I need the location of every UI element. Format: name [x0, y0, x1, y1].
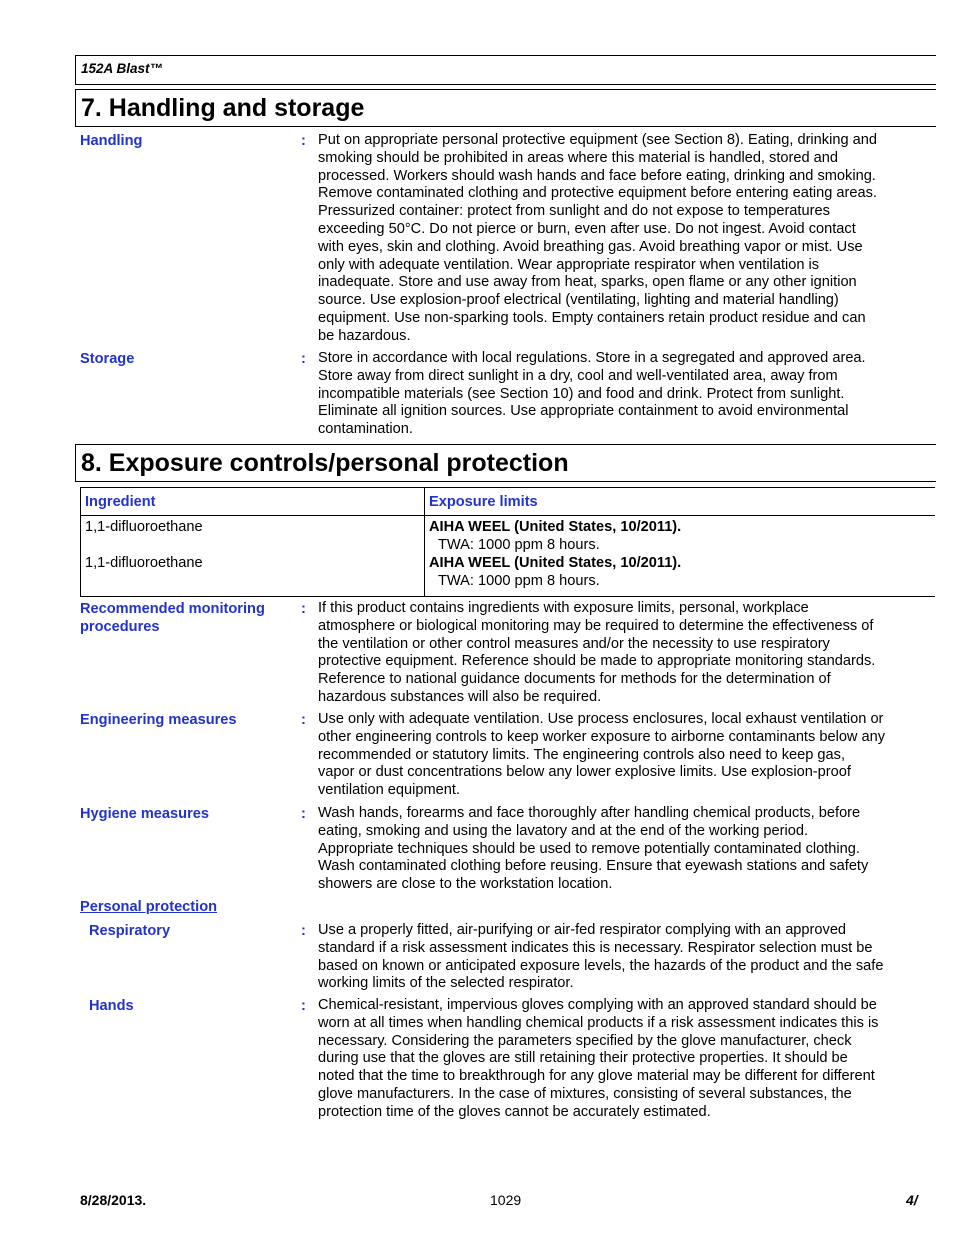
- handling-label: Handling: [80, 133, 143, 149]
- monitoring-label-line: Recommended monitoring: [80, 601, 265, 617]
- product-header: [75, 55, 936, 85]
- text-line: Store away from direct sunlight in a dry, cool and well-ventilated area, away from: [318, 367, 838, 384]
- exposure-agency: AIHA WEEL (United States, 10/2011).: [429, 555, 682, 571]
- text-line: atmosphere or biological monitoring may be required to determine the effectiveness of: [318, 617, 874, 634]
- hands-label: Hands: [89, 998, 134, 1014]
- footer-doc-number: 1029: [490, 1192, 522, 1208]
- ingredient-cell: 1,1-difluoroethane: [81, 516, 425, 555]
- text-line: Wash contaminated clothing before reusing. Ensure that eyewash stations and safety: [318, 858, 869, 875]
- table-row: [81, 516, 936, 555]
- text-line: the ventilation or other control measures and/or the necessity to use respiratory: [318, 635, 830, 652]
- exposure-limit-cell: [425, 554, 936, 597]
- text-line: hazardous substances will also be required.: [318, 688, 602, 705]
- monitoring-label-line: procedures: [80, 619, 160, 635]
- text-line: incompatible materials (see Section 10) and food and drink. Protect from sunlight.: [318, 385, 845, 402]
- text-line: vapor or dust concentrations below any lower explosive limits. Use explosion-proof: [318, 764, 851, 781]
- engineering-label: Engineering measures: [80, 712, 237, 728]
- text-line: showers are close to the workstation location.: [318, 876, 613, 893]
- footer-date: 8/28/2013.: [80, 1192, 147, 1208]
- ingredient-cell: 1,1-difluoroethane: [81, 554, 425, 597]
- section-7-title: 7. Handling and storage: [81, 94, 365, 122]
- personal-protection-link[interactable]: Personal protection: [80, 899, 218, 915]
- text-line: noted that the time to breakthrough for any glove material may be different for different: [318, 1068, 875, 1085]
- text-line: glove manufacturers. In the case of mixtures, consisting of several substances, the: [318, 1085, 852, 1102]
- text-line: Appropriate techniques should be used to remove potentially contaminated clothing.: [318, 840, 860, 857]
- text-line: Wash hands, forearms and face thoroughly after handling chemical products, before: [318, 805, 861, 821]
- text-line: with eyes, skin and clothing. Avoid breathing gas. Avoid breathing vapor or mist. Use: [318, 238, 863, 255]
- separator: :: [301, 601, 306, 617]
- text-line: Put on appropriate personal protective equipment (see Section 8). Eating, drinking and: [318, 132, 877, 148]
- text-line: during use that the gloves are still retaining their protective properties. It should be: [318, 1050, 848, 1067]
- storage-label: Storage: [80, 351, 135, 367]
- text-line: other engineering controls to keep worker exposure to airborne contaminants below any: [318, 728, 886, 745]
- monitoring-label: [80, 600, 295, 636]
- text-line: Eliminate all ignition sources. Use appropriate containment to avoid environmental: [318, 403, 849, 420]
- text-line: equipment. Use non-sparking tools. Empty containers retain product residue and can: [318, 309, 866, 326]
- table-row: [81, 554, 936, 597]
- separator: :: [301, 712, 306, 728]
- hygiene-text: [318, 805, 923, 894]
- text-line: contamination.: [318, 421, 413, 438]
- text-line: Store in accordance with local regulations. Store in a segregated and approved area.: [318, 350, 866, 366]
- separator: :: [301, 351, 306, 367]
- text-line: ventilation equipment.: [318, 782, 460, 799]
- text-line: be hazardous.: [318, 327, 411, 344]
- text-line: eating, smoking and using the lavatory and at the end of the working period.: [318, 822, 809, 839]
- text-line: source. Use explosion-proof electrical (ventilating, lighting and material handling): [318, 292, 839, 309]
- separator: :: [301, 806, 306, 822]
- text-line: smoking should be prohibited in areas where this material is handled, stored and: [318, 149, 839, 166]
- section-8-title: 8. Exposure controls/personal protection: [81, 449, 569, 477]
- text-line: only with adequate ventilation. Wear appropriate respirator when ventilation is: [318, 256, 820, 273]
- text-line: If this product contains ingredients with exposure limits, personal, workplace: [318, 600, 809, 616]
- text-line: Pressurized container: protect from sunlight and do not expose to temperatures: [318, 203, 830, 220]
- exposure-twa: TWA: 1000 ppm 8 hours.: [438, 573, 600, 589]
- separator: :: [301, 133, 306, 149]
- exposure-agency: AIHA WEEL (United States, 10/2011).: [429, 519, 682, 535]
- hygiene-label: Hygiene measures: [80, 806, 209, 822]
- text-line: necessary. Considering the parameters specified by the glove manufacturer, check: [318, 1032, 852, 1049]
- respiratory-text: [318, 922, 923, 993]
- exposure-limit-cell: [425, 516, 936, 555]
- text-line: recommended or statutory limits. The engineering controls also need to keep gas,: [318, 746, 846, 763]
- text-line: working limits of the selected respirator.: [318, 975, 574, 992]
- text-line: Use a properly fitted, air-purifying or air-fed respirator complying with an approved: [318, 922, 847, 938]
- text-line: Remove contaminated clothing and protective equipment before entering eating areas.: [318, 185, 877, 202]
- separator: :: [301, 923, 306, 939]
- text-line: protective equipment. Reference should be made to appropriate monitoring standards.: [318, 653, 876, 670]
- text-line: processed. Workers should wash hands and face before eating, drinking and smoking.: [318, 167, 876, 184]
- engineering-text: [318, 711, 923, 800]
- text-line: protection time of the gloves cannot be accurately estimated.: [318, 1103, 711, 1120]
- text-line: exceeding 50°C. Do not pierce or burn, even after use. Do not ingest. Avoid contact: [318, 220, 856, 237]
- text-line: inadequate. Store and use away from heat, sparks, open flame or any other ignition: [318, 274, 857, 291]
- text-line: based on known or anticipated exposure levels, the hazards of the product and the safe: [318, 957, 884, 974]
- product-name: 152A Blast™: [81, 61, 164, 76]
- respiratory-label: Respiratory: [89, 923, 171, 939]
- exposure-limits-table: [80, 487, 935, 597]
- handling-text: [318, 132, 923, 346]
- text-line: standard if a risk assessment indicates this is necessary. Respirator selection must be: [318, 939, 873, 956]
- monitoring-text: [318, 600, 923, 707]
- section-8-header: [75, 444, 936, 482]
- col-ingredient-header: Ingredient: [81, 488, 425, 516]
- hands-text: [318, 997, 923, 1122]
- col-exposure-limits-header: Exposure limits: [425, 488, 936, 516]
- exposure-twa: TWA: 1000 ppm 8 hours.: [438, 537, 600, 553]
- footer-page-number: 4/: [906, 1192, 918, 1208]
- text-line: Reference to national guidance documents for methods for the determination of: [318, 671, 831, 688]
- text-line: worn at all times when handling chemical products if a risk assessment indicates this is: [318, 1014, 879, 1031]
- section-7-header: [75, 89, 936, 127]
- text-line: Chemical-resistant, impervious gloves complying with an approved standard should be: [318, 997, 877, 1013]
- storage-text: [318, 350, 923, 439]
- text-line: Use only with adequate ventilation. Use process enclosures, local exhaust ventilation or: [318, 711, 884, 727]
- separator: :: [301, 998, 306, 1014]
